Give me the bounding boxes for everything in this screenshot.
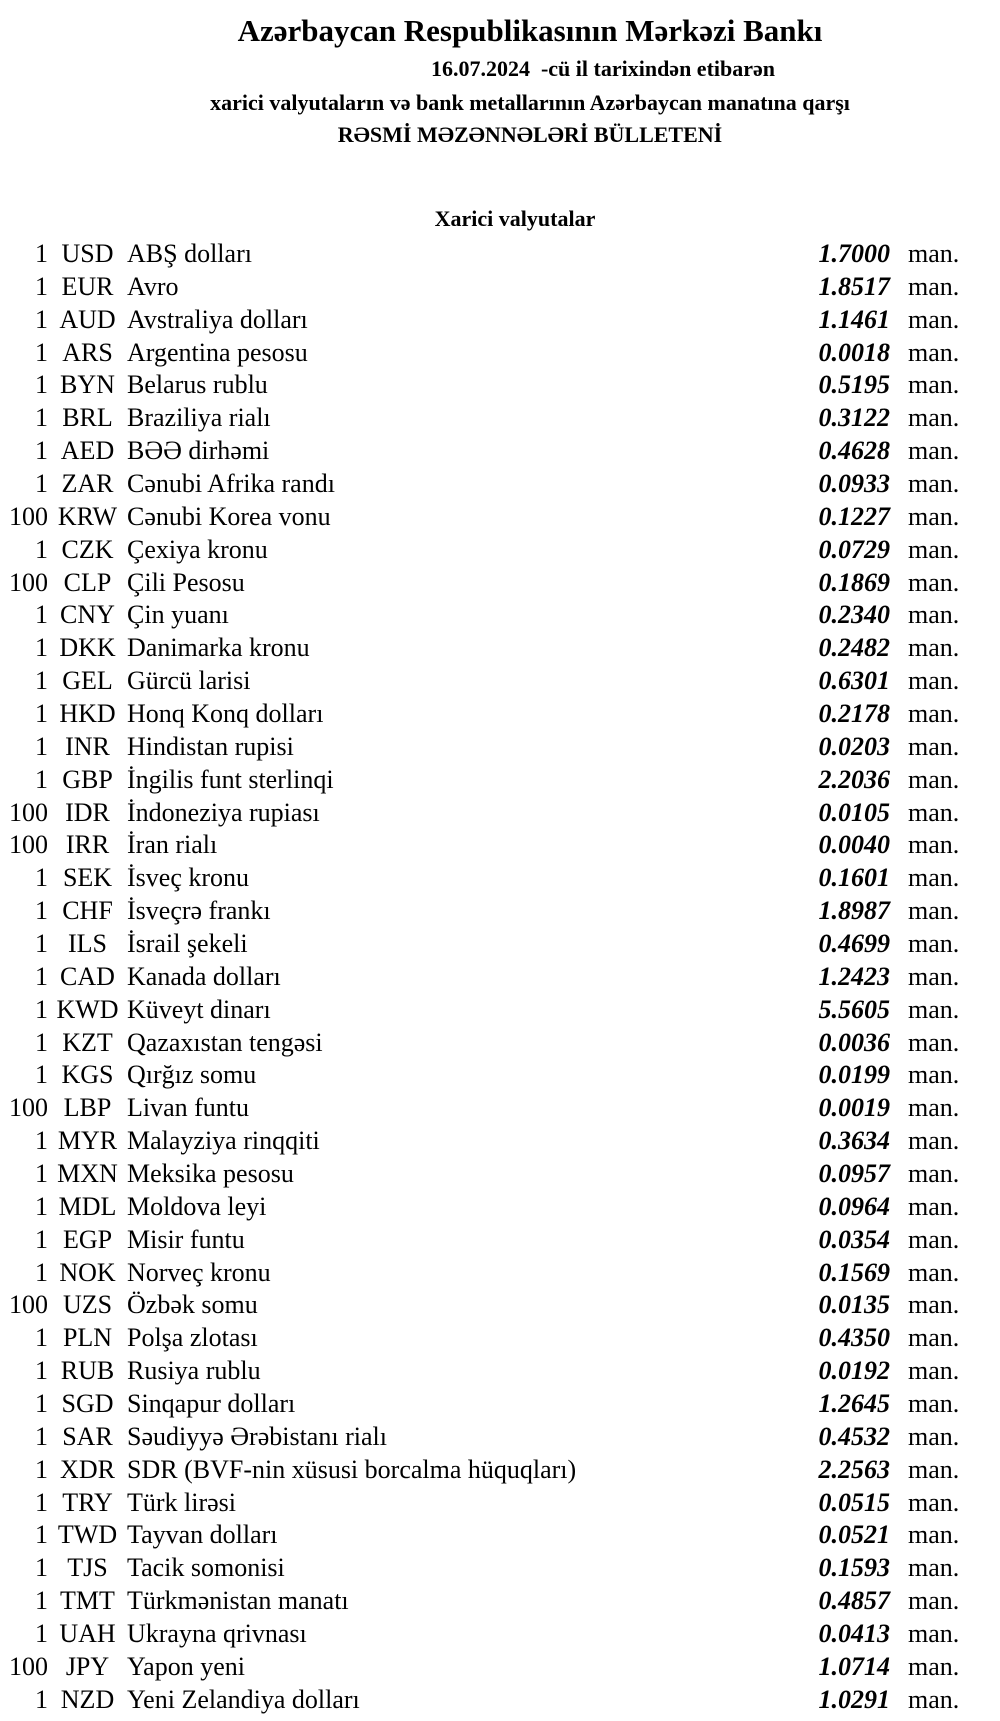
currency-code-cell: KGS xyxy=(61,1060,114,1090)
effective-date-line: 16.07.2024 -cü il tarixindən etibarən xyxy=(430,56,776,81)
rate-value-cell: 1.0291 xyxy=(818,1684,890,1714)
currency-name-cell: Hindistan rupisi xyxy=(127,731,294,761)
unit-label-cell: man. xyxy=(908,1191,960,1221)
quantity-cell: 1 xyxy=(35,1027,48,1057)
currency-code-cell: SAR xyxy=(62,1421,113,1451)
unit-label-cell: man. xyxy=(908,337,960,367)
currency-name-cell: Çili Pesosu xyxy=(127,567,245,597)
rate-value-cell: 1.2645 xyxy=(818,1389,890,1418)
currency-code-cell: DKK xyxy=(59,633,116,663)
bulletin-title: RƏSMİ MƏZƏNNƏLƏRİ BÜLLETENİ xyxy=(337,122,723,147)
table-row xyxy=(0,697,1000,730)
rate-value-cell: 2.2036 xyxy=(818,764,890,794)
rate-value-cell: 1.8517 xyxy=(818,271,890,301)
quantity-cell: 1 xyxy=(35,1389,48,1418)
unit-label-cell: man. xyxy=(908,1684,960,1714)
table-row xyxy=(0,1683,1000,1716)
currency-code-cell: SGD xyxy=(61,1389,114,1418)
quantity-cell: 1 xyxy=(35,698,48,728)
unit-label-cell: man. xyxy=(908,764,960,794)
quantity-cell: 1 xyxy=(35,600,48,630)
rate-value-cell: 1.7000 xyxy=(818,238,890,268)
unit-label-cell: man. xyxy=(908,928,960,958)
rate-value-cell: 0.0729 xyxy=(818,534,890,564)
quantity-cell: 1 xyxy=(35,1257,48,1287)
quantity-cell: 1 xyxy=(35,896,48,926)
unit-label-cell: man. xyxy=(908,271,960,301)
currency-name-cell: İngilis funt sterlinqi xyxy=(127,764,334,794)
table-row xyxy=(0,1486,1000,1519)
rate-value-cell: 0.0019 xyxy=(818,1093,890,1123)
unit-label-cell: man. xyxy=(908,1651,960,1681)
currency-name-cell: Qazaxıstan tengəsi xyxy=(127,1027,323,1057)
table-row xyxy=(0,1223,1000,1256)
currency-name-cell: Gürcü larisi xyxy=(127,666,251,696)
quantity-cell: 1 xyxy=(35,304,48,334)
rate-value-cell: 0.5195 xyxy=(818,370,890,400)
currency-name-cell: Türk lirəsi xyxy=(127,1487,237,1517)
rate-value-cell: 0.0018 xyxy=(818,337,890,367)
quantity-cell: 1 xyxy=(35,468,48,498)
unit-label-cell: man. xyxy=(908,994,960,1024)
section-title-foreign-currencies: Xarici valyutalar xyxy=(434,206,596,231)
quantity-cell: 100 xyxy=(9,797,48,827)
currency-name-cell: Argentina pesosu xyxy=(127,337,308,367)
unit-label-cell: man. xyxy=(908,1093,960,1123)
table-row xyxy=(0,1650,1000,1683)
currency-name-cell: İran rialı xyxy=(127,830,218,860)
quantity-cell: 1 xyxy=(35,370,48,400)
rate-value-cell: 0.0515 xyxy=(818,1487,890,1517)
quantity-cell: 1 xyxy=(35,1619,48,1649)
table-row xyxy=(0,927,1000,960)
quantity-cell: 1 xyxy=(35,666,48,696)
table-row xyxy=(0,1256,1000,1289)
unit-label-cell: man. xyxy=(908,633,960,663)
table-row xyxy=(0,1157,1000,1190)
table-row xyxy=(0,1387,1000,1420)
currency-name-cell: Belarus rublu xyxy=(127,370,268,400)
currency-code-cell: LBP xyxy=(63,1093,112,1123)
currency-code-cell: PLN xyxy=(62,1323,113,1353)
currency-code-cell: CHF xyxy=(62,896,113,926)
currency-name-cell: İsveç kronu xyxy=(127,863,250,893)
unit-label-cell: man. xyxy=(908,863,960,893)
currency-name-cell: İndoneziya rupiası xyxy=(127,797,320,827)
currency-code-cell: TWD xyxy=(57,1520,118,1550)
currency-name-cell: Rusiya rublu xyxy=(127,1356,261,1386)
currency-code-cell: SEK xyxy=(62,863,113,893)
unit-label-cell: man. xyxy=(908,1126,960,1156)
currency-code-cell: EUR xyxy=(61,271,114,301)
table-row xyxy=(0,993,1000,1026)
quantity-cell: 1 xyxy=(35,1684,48,1714)
currency-name-cell: Qırğız somu xyxy=(127,1060,257,1090)
currency-code-cell: MXN xyxy=(57,1158,118,1188)
unit-label-cell: man. xyxy=(908,600,960,630)
quantity-cell: 100 xyxy=(9,1651,48,1681)
currency-code-cell: ZAR xyxy=(61,468,114,498)
unit-label-cell: man. xyxy=(908,698,960,728)
quantity-cell: 1 xyxy=(35,403,48,433)
currency-name-cell: Cənubi Korea vonu xyxy=(127,501,331,531)
currency-name-cell: Özbək somu xyxy=(127,1290,258,1320)
currency-name-cell: Sinqapur dolları xyxy=(127,1389,296,1418)
currency-name-cell: Çexiya kronu xyxy=(127,534,268,564)
quantity-cell: 1 xyxy=(35,1158,48,1188)
table-row xyxy=(0,1551,1000,1584)
rate-value-cell: 0.0964 xyxy=(818,1191,890,1221)
unit-label-cell: man. xyxy=(908,1356,960,1386)
rate-value-cell: 0.4350 xyxy=(818,1323,890,1353)
unit-label-cell: man. xyxy=(908,370,960,400)
unit-label-cell: man. xyxy=(908,1454,960,1484)
table-row xyxy=(0,730,1000,763)
currency-name-cell: Avstraliya dolları xyxy=(127,304,308,334)
currency-code-cell: HKD xyxy=(59,698,116,728)
rate-value-cell: 0.4857 xyxy=(818,1586,890,1616)
rate-value-cell: 0.1569 xyxy=(818,1257,890,1287)
quantity-cell: 100 xyxy=(9,567,48,597)
currency-name-cell: Yeni Zelandiya dolları xyxy=(127,1684,360,1714)
rate-value-cell: 1.1461 xyxy=(818,304,890,334)
rate-value-cell: 0.4699 xyxy=(818,928,890,958)
unit-label-cell: man. xyxy=(908,1586,960,1616)
currency-code-cell: CAD xyxy=(60,961,115,991)
table-row xyxy=(0,1289,1000,1322)
rate-value-cell: 0.1227 xyxy=(818,501,890,531)
currency-name-cell: BƏƏ dirhəmi xyxy=(127,436,270,466)
table-row xyxy=(0,598,1000,631)
table-row xyxy=(0,467,1000,500)
unit-label-cell: man. xyxy=(908,1619,960,1649)
currency-name-cell: Tayvan dolları xyxy=(127,1520,278,1550)
quantity-cell: 1 xyxy=(35,961,48,991)
table-row xyxy=(0,270,1000,303)
unit-label-cell: man. xyxy=(908,238,960,268)
quantity-cell: 1 xyxy=(35,1323,48,1353)
quantity-cell: 1 xyxy=(35,633,48,663)
bank-name-title: Azərbaycan Respublikasının Mərkəzi Bankı xyxy=(237,13,823,48)
quantity-cell: 1 xyxy=(35,764,48,794)
table-row xyxy=(0,566,1000,599)
quantity-cell: 1 xyxy=(35,1487,48,1517)
currency-code-cell: CZK xyxy=(61,534,114,564)
quantity-cell: 100 xyxy=(9,830,48,860)
currency-name-cell: Malayziya rinqqiti xyxy=(127,1126,320,1156)
unit-label-cell: man. xyxy=(908,534,960,564)
table-row xyxy=(0,434,1000,467)
currency-code-cell: JPY xyxy=(65,1651,110,1681)
table-row xyxy=(0,796,1000,829)
unit-label-cell: man. xyxy=(908,1060,960,1090)
table-row xyxy=(0,631,1000,664)
quantity-cell: 100 xyxy=(9,1093,48,1123)
exchange-rates-table xyxy=(0,237,1000,1716)
rate-value-cell: 0.0203 xyxy=(818,731,890,761)
currency-name-cell: Norveç kronu xyxy=(127,1257,271,1287)
currency-code-cell: BYN xyxy=(60,370,115,400)
rate-value-cell: 0.4628 xyxy=(818,436,890,466)
unit-label-cell: man. xyxy=(908,1224,960,1254)
unit-label-cell: man. xyxy=(908,1257,960,1287)
rate-value-cell: 0.1601 xyxy=(818,863,890,893)
table-row xyxy=(0,664,1000,697)
rate-value-cell: 0.0933 xyxy=(818,468,890,498)
unit-label-cell: man. xyxy=(908,1323,960,1353)
table-row xyxy=(0,861,1000,894)
rate-value-cell: 0.0354 xyxy=(818,1224,890,1254)
rate-value-cell: 0.0105 xyxy=(818,797,890,827)
table-row xyxy=(0,1617,1000,1650)
currency-name-cell: Livan funtu xyxy=(127,1093,250,1123)
currency-name-cell: Türkmənistan manatı xyxy=(127,1586,349,1616)
currency-name-cell: Avro xyxy=(127,271,179,301)
unit-label-cell: man. xyxy=(908,1027,960,1057)
currency-name-cell: Misir funtu xyxy=(127,1224,245,1254)
currency-name-cell: Ukrayna qrivnası xyxy=(127,1619,307,1649)
quantity-cell: 1 xyxy=(35,271,48,301)
currency-code-cell: UAH xyxy=(59,1619,116,1649)
bulletin-subtitle: xarici valyutaların və bank metallarının Azərbaycan manatına qarşı xyxy=(210,90,850,115)
currency-code-cell: NZD xyxy=(60,1684,115,1714)
currency-code-cell: ILS xyxy=(68,928,107,958)
quantity-cell: 1 xyxy=(35,928,48,958)
quantity-cell: 1 xyxy=(35,1454,48,1484)
rate-value-cell: 1.2423 xyxy=(818,961,890,991)
unit-label-cell: man. xyxy=(908,1421,960,1451)
currency-code-cell: XDR xyxy=(60,1454,115,1484)
currency-name-cell: Braziliya rialı xyxy=(127,403,271,433)
table-row xyxy=(0,1453,1000,1486)
currency-name-cell: Tacik somonisi xyxy=(127,1553,285,1583)
quantity-cell: 100 xyxy=(9,1290,48,1320)
table-row xyxy=(0,401,1000,434)
quantity-cell: 1 xyxy=(35,337,48,367)
currency-code-cell: KZT xyxy=(62,1027,113,1057)
currency-name-cell: ABŞ dolları xyxy=(127,238,252,268)
quantity-cell: 1 xyxy=(35,863,48,893)
unit-label-cell: man. xyxy=(908,1487,960,1517)
currency-name-cell: İsrail şekeli xyxy=(127,928,248,958)
table-row xyxy=(0,1124,1000,1157)
rate-value-cell: 0.0199 xyxy=(818,1060,890,1090)
unit-label-cell: man. xyxy=(908,666,960,696)
rate-value-cell: 0.2340 xyxy=(818,600,890,630)
currency-name-cell: Meksika pesosu xyxy=(127,1158,294,1188)
quantity-cell: 1 xyxy=(35,1126,48,1156)
rate-value-cell: 1.8987 xyxy=(818,896,890,926)
table-row xyxy=(0,1091,1000,1124)
table-row xyxy=(0,894,1000,927)
currency-code-cell: ARS xyxy=(62,337,113,367)
table-row xyxy=(0,237,1000,270)
table-row xyxy=(0,368,1000,401)
rate-value-cell: 2.2563 xyxy=(818,1454,890,1484)
currency-code-cell: INR xyxy=(65,731,110,761)
currency-code-cell: AED xyxy=(60,436,115,466)
quantity-cell: 1 xyxy=(35,436,48,466)
currency-code-cell: BRL xyxy=(62,403,113,433)
unit-label-cell: man. xyxy=(908,731,960,761)
currency-name-cell: İsveçrə frankı xyxy=(127,896,271,926)
currency-code-cell: GBP xyxy=(62,764,113,794)
quantity-cell: 1 xyxy=(35,534,48,564)
rate-value-cell: 0.0040 xyxy=(818,830,890,860)
quantity-cell: 1 xyxy=(35,994,48,1024)
currency-code-cell: KRW xyxy=(57,501,118,531)
currency-code-cell: RUB xyxy=(60,1356,115,1386)
currency-name-cell: Moldova leyi xyxy=(127,1191,267,1221)
currency-code-cell: TJS xyxy=(67,1553,108,1583)
currency-name-cell: Honq Konq dolları xyxy=(127,698,324,728)
rate-value-cell: 0.1869 xyxy=(818,567,890,597)
quantity-cell: 1 xyxy=(35,1553,48,1583)
table-row xyxy=(0,1058,1000,1091)
currency-name-cell: Yapon yeni xyxy=(127,1651,245,1681)
rate-value-cell: 0.3634 xyxy=(818,1126,890,1156)
currency-code-cell: MDL xyxy=(58,1191,117,1221)
table-row xyxy=(0,763,1000,796)
currency-code-cell: TRY xyxy=(62,1487,113,1517)
currency-code-cell: IDR xyxy=(65,797,110,827)
table-row xyxy=(0,1584,1000,1617)
currency-name-cell: Çin yuanı xyxy=(127,600,229,630)
quantity-cell: 1 xyxy=(35,1224,48,1254)
currency-code-cell: AUD xyxy=(59,304,116,334)
unit-label-cell: man. xyxy=(908,1553,960,1583)
table-row xyxy=(0,1420,1000,1453)
unit-label-cell: man. xyxy=(908,830,960,860)
rate-value-cell: 0.2482 xyxy=(818,633,890,663)
rate-value-cell: 0.4532 xyxy=(818,1421,890,1451)
table-row xyxy=(0,1190,1000,1223)
rate-value-cell: 0.0192 xyxy=(818,1356,890,1386)
currency-code-cell: NOK xyxy=(59,1257,116,1287)
currency-code-cell: TMT xyxy=(60,1586,115,1616)
currency-code-cell: KWD xyxy=(56,994,119,1024)
unit-label-cell: man. xyxy=(908,961,960,991)
table-row xyxy=(0,336,1000,369)
unit-label-cell: man. xyxy=(908,468,960,498)
unit-label-cell: man. xyxy=(908,304,960,334)
currency-code-cell: GEL xyxy=(62,666,113,696)
rate-value-cell: 0.3122 xyxy=(818,403,890,433)
unit-label-cell: man. xyxy=(908,567,960,597)
quantity-cell: 1 xyxy=(35,1060,48,1090)
rate-value-cell: 0.0036 xyxy=(818,1027,890,1057)
table-row xyxy=(0,828,1000,861)
currency-name-cell: Küveyt dinarı xyxy=(127,994,271,1024)
unit-label-cell: man. xyxy=(908,1158,960,1188)
table-row xyxy=(0,303,1000,336)
quantity-cell: 1 xyxy=(35,1586,48,1616)
quantity-cell: 1 xyxy=(35,1520,48,1550)
rate-value-cell: 0.0135 xyxy=(818,1290,890,1320)
quantity-cell: 1 xyxy=(35,1421,48,1451)
quantity-cell: 1 xyxy=(35,731,48,761)
table-row xyxy=(0,500,1000,533)
currency-code-cell: UZS xyxy=(62,1290,113,1320)
quantity-cell: 1 xyxy=(35,238,48,268)
quantity-cell: 100 xyxy=(9,501,48,531)
quantity-cell: 1 xyxy=(35,1191,48,1221)
currency-name-cell: Polşa zlotası xyxy=(127,1323,258,1353)
table-row xyxy=(0,1321,1000,1354)
quantity-cell: 1 xyxy=(35,1356,48,1386)
currency-name-cell: SDR (BVF-nin xüsusi borcalma hüquqları) xyxy=(127,1454,577,1484)
rate-value-cell: 5.5605 xyxy=(818,994,890,1024)
rate-value-cell: 0.2178 xyxy=(818,698,890,728)
currency-code-cell: EGP xyxy=(62,1224,113,1254)
rate-value-cell: 0.1593 xyxy=(818,1553,890,1583)
currency-code-cell: MYR xyxy=(57,1126,118,1156)
unit-label-cell: man. xyxy=(908,501,960,531)
unit-label-cell: man. xyxy=(908,1389,960,1418)
rate-value-cell: 0.6301 xyxy=(818,666,890,696)
currency-code-cell: USD xyxy=(61,238,114,268)
currency-code-cell: IRR xyxy=(65,830,110,860)
currency-name-cell: Səudiyyə Ərəbistanı rialı xyxy=(127,1421,387,1451)
unit-label-cell: man. xyxy=(908,436,960,466)
table-row xyxy=(0,1026,1000,1059)
table-row xyxy=(0,533,1000,566)
table-row xyxy=(0,1519,1000,1552)
table-row xyxy=(0,960,1000,993)
unit-label-cell: man. xyxy=(908,403,960,433)
rate-value-cell: 1.0714 xyxy=(818,1651,890,1681)
currency-code-cell: CLP xyxy=(63,567,112,597)
table-row xyxy=(0,1354,1000,1387)
rate-value-cell: 0.0413 xyxy=(818,1619,890,1649)
rate-value-cell: 0.0957 xyxy=(818,1158,890,1188)
unit-label-cell: man. xyxy=(908,797,960,827)
unit-label-cell: man. xyxy=(908,896,960,926)
unit-label-cell: man. xyxy=(908,1520,960,1550)
currency-name-cell: Danimarka kronu xyxy=(127,633,310,663)
unit-label-cell: man. xyxy=(908,1290,960,1320)
currency-name-cell: Cənubi Afrika randı xyxy=(127,468,335,498)
currency-code-cell: CNY xyxy=(60,600,115,630)
currency-name-cell: Kanada dolları xyxy=(127,961,281,991)
rate-value-cell: 0.0521 xyxy=(818,1520,890,1550)
